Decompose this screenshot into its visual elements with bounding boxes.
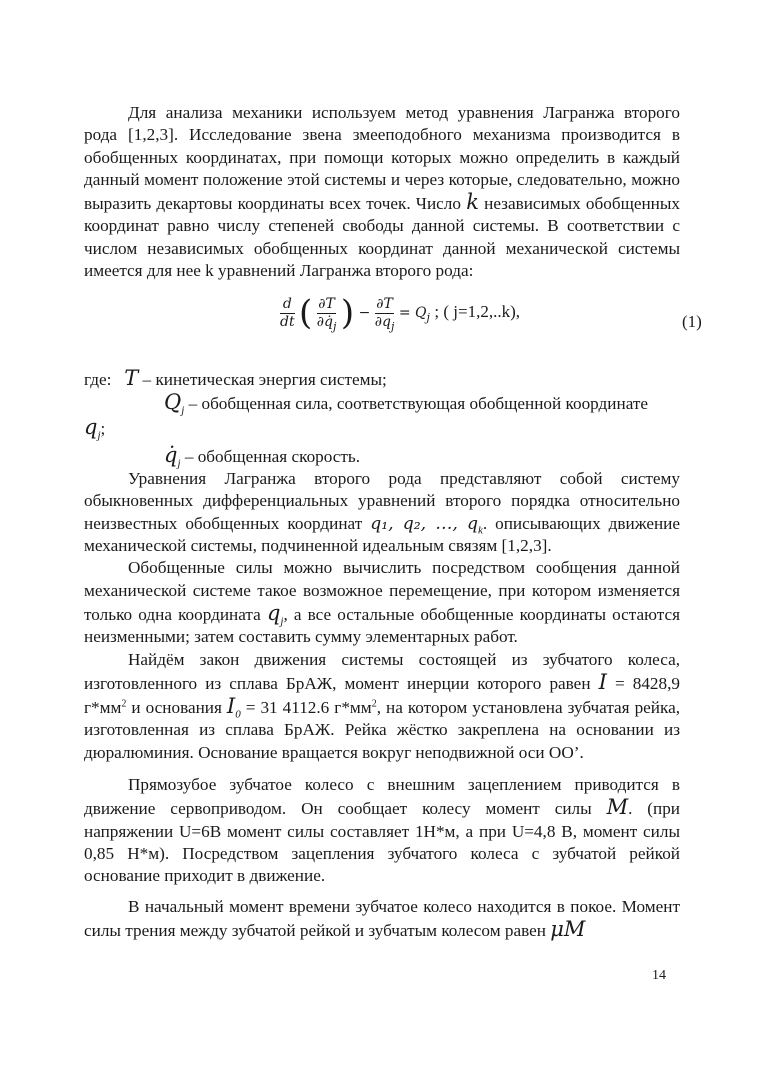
var-M: M	[606, 795, 629, 820]
var-qj: q	[266, 600, 281, 625]
intro-text-tail: независимых обобщенных координат равно числу степеней свободы данной системы. В соответствии с числом независимых обобщенных координат данной механической системы имеется для нее k уравнений Лагранжа второго рода:	[84, 194, 681, 281]
frac-dT-dqdot: $\frac{\partial T}{\partial q̇_j}$	[316, 295, 337, 333]
equation-number: (1)	[682, 312, 702, 331]
lagrange-equation: $\frac{d}{dt}$ ( $\frac{\partial T}{\partial q̇_j}$ ) − $\frac{\partial T}{\partial q_j}$ = $Q_j$ ; ( j=1,2,..k),	[280, 293, 520, 333]
equation-range: ; ( j=1,2,..k),	[434, 302, 520, 321]
var-q-list: q₁, q₂, …, q	[370, 513, 478, 534]
var-q: q	[84, 414, 98, 439]
frac-d-dt: $\frac{d}{dt}$	[280, 295, 295, 330]
var-muM: μM	[550, 916, 586, 941]
definitions: где: T – кинетическая энергия системы; $Q_j$ – обобщенная сила, соответствующая обобщенной координате $q_j$; $q̇_j$ – обобщенная скорость. Уравнения Лагранжа второго рода представляют собой систему обыкновенных дифференциальных уравнений второго порядка относительно неизвестных обобщенных координат q₁, q₂, …, $q_k$. описывающих движение механической системы, подчиненной идеальным связям [1,2,3]. Обобщенные силы можно вычислить посредством сообщения данной механической системе такое возможное перемещение, при котором изменяется только одна координата $q_j$, а все остальные обобщенные координаты остаются неизменными; затем составить сумму элементарных работ. Найдём закон движения системы состоящей из зубчатого колеса, изготовленного из сплава БрАЖ, момент инерции которого равен I = 8428,9 $г*мм^2$ и основания $I_0 = 31$ 4112.6 $г*мм^2$, на котором установлена зубчатая рейка, изготовленная из сплава БрАЖ. Рейка жёстко закреплена на основании из дюралюминия. Основание вращается вокруг неподвижной оси ОО’. Прямозубое зубчатое колесо с внешним зацеплением приводится в движение сервоприводом. Он сообщает колесу момент силы M. (при напряжении U=6В момент силы составляет 1Н*м, а при U=4,8 В, момент силы 0,85 Н*м). Посредством зацепления зубчатого колеса с зубчатой рейкой основание приходит в движение. В начальный момент времени зубчатое колесо находится в покое. Момент силы трения между зубчатой рейкой и зубчатым колесом равен μM	[84, 366, 681, 941]
var-qdot: q̇	[164, 442, 178, 467]
var-k: k	[466, 190, 479, 215]
var-I0: I	[226, 694, 236, 719]
var-T: T	[124, 366, 139, 390]
var-I: I	[598, 669, 607, 694]
paragraph-intro	[84, 102, 680, 282]
var-Q: Q	[164, 390, 182, 415]
page-number: 14	[652, 968, 666, 983]
frac-dT-dq: $\frac{\partial T}{\partial q_j}$	[374, 295, 395, 333]
intro-text: Для анализа механики используем метод уравнения Лагранжа второго рода [1,2,3]. Исследование звена змееподобного механизма производится в обобщенных координатах, при помощи которых можно определить в каждый данный момент положение этой системы и через которые, следовательно, можно выразить декартовы координаты всех точек. Число	[84, 103, 680, 214]
